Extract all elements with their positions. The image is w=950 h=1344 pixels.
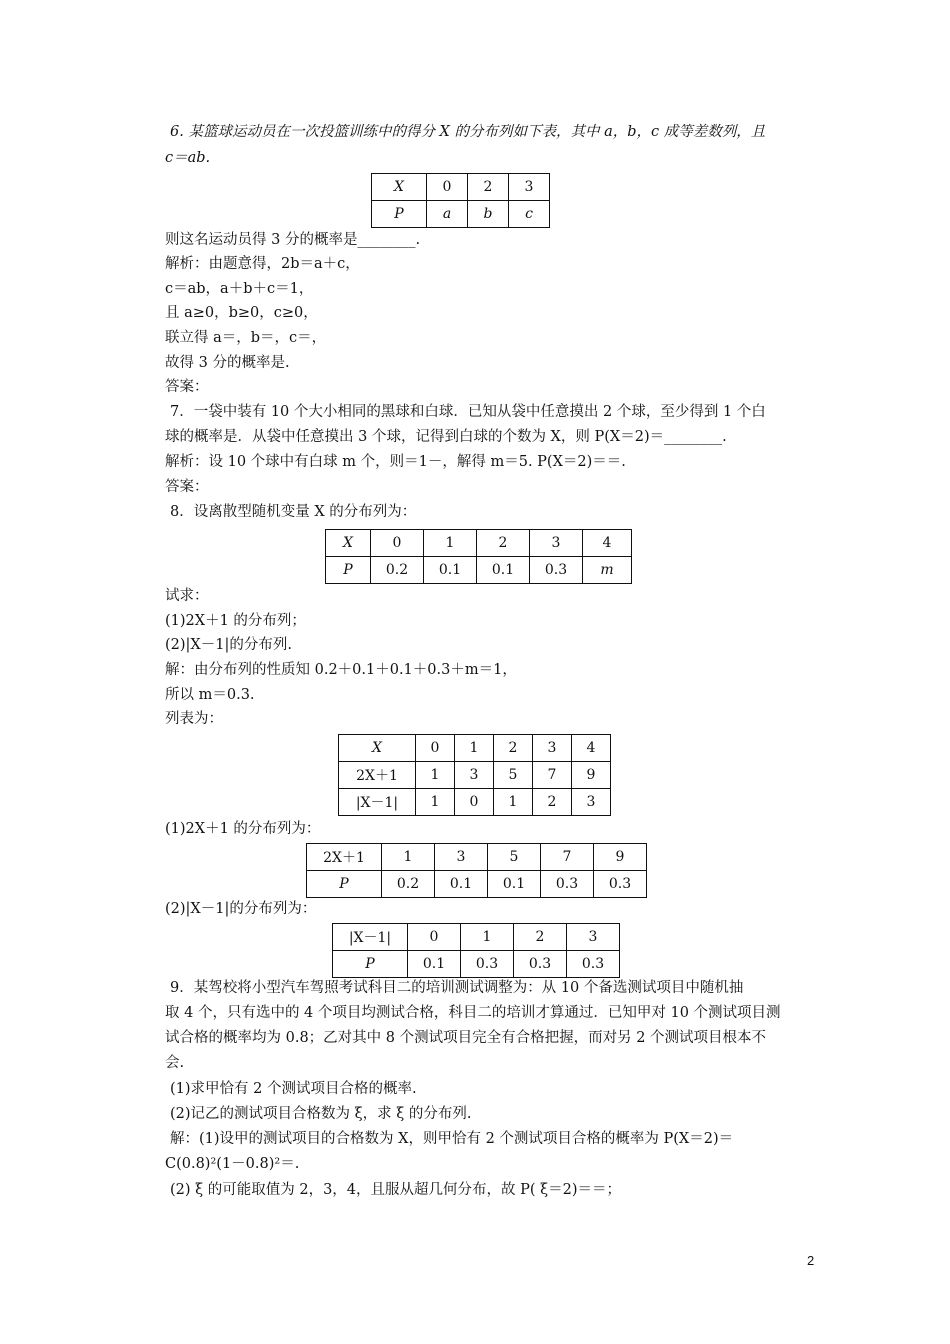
table-cell: 0 xyxy=(371,530,424,557)
table-cell: a xyxy=(427,201,468,228)
q9-solution-3: (2) ξ 的可能取值为 2，3，4，且服从超几何分布，故 P( ξ＝2)＝＝； xyxy=(170,1182,622,1198)
q6-solution-2: c＝ab，a＋b＋c＝1， xyxy=(165,281,314,297)
table-cell: |X－1| xyxy=(339,789,416,816)
q9-line-1: 9．某驾校将小型汽车驾照考试科目二的培训测试调整为：从 10 个备选测试项目中随机抽 xyxy=(170,980,744,996)
q6-solution-5: 故得 3 分的概率是. xyxy=(165,355,290,371)
page-number: 2 xyxy=(807,1253,815,1268)
table-cell: 5 xyxy=(488,844,541,871)
q8-solution-1: 解：由分布列的性质知 0.2＋0.1＋0.1＋0.3＋m＝1， xyxy=(165,662,517,678)
q8-table-distribution xyxy=(325,529,632,584)
q8-solution-2: 所以 m＝0.3. xyxy=(165,687,255,703)
q7-solution: 解析：设 10 个球中有白球 m 个，则＝1－，解得 m＝5. P(X＝2)＝＝. xyxy=(165,454,626,470)
q6-question: 则这名运动员得 3 分的概率是________. xyxy=(165,232,421,248)
table-cell: P xyxy=(326,557,371,584)
q8-line-1: 8．设离散型随机变量 X 的分布列为： xyxy=(170,504,417,520)
table-row xyxy=(326,530,632,557)
table-cell: 7 xyxy=(533,762,572,789)
table-cell: 3 xyxy=(530,530,583,557)
q7-line-2: 球的概率是．从袋中任意摸出 3 个球，记得到白球的个数为 X，则 P(X＝2)＝________. xyxy=(165,429,727,445)
table-cell: 1 xyxy=(461,924,514,951)
table-cell: 0.1 xyxy=(408,951,461,978)
q8-table-transform xyxy=(338,734,611,816)
table-cell: 0 xyxy=(455,789,494,816)
table-cell: 1 xyxy=(382,844,435,871)
q9-solution-2: C(0.8)²(1－0.8)²＝. xyxy=(165,1156,300,1172)
table-cell: 5 xyxy=(494,762,533,789)
q6-table xyxy=(371,173,550,228)
table-cell: 2 xyxy=(514,924,567,951)
table-cell: P xyxy=(372,201,427,228)
table-row xyxy=(339,789,611,816)
table-row xyxy=(339,735,611,762)
table-cell: 0 xyxy=(408,924,461,951)
table-cell: 9 xyxy=(572,762,611,789)
q9-line-3: 试合格的概率均为 0.8；乙对其中 8 个测试项目完全有合格把握，而对另 2 个测试项目根本不 xyxy=(165,1030,767,1046)
q9-ask-1: (1)求甲恰有 2 个测试项目合格的概率. xyxy=(170,1081,417,1097)
table-cell: 2X＋1 xyxy=(339,762,416,789)
table-cell: 1 xyxy=(455,735,494,762)
table-cell: 3 xyxy=(533,735,572,762)
table-cell: 0 xyxy=(427,174,468,201)
table-cell: 0.3 xyxy=(514,951,567,978)
table-row xyxy=(333,924,620,951)
q8-sub-2: (2)|X－1|的分布列为： xyxy=(165,901,317,917)
table-cell: 2 xyxy=(477,530,530,557)
q8-ask: 试求： xyxy=(165,588,209,604)
q6-solution-4: 联立得 a＝，b＝，c＝， xyxy=(165,330,327,346)
table-cell: 9 xyxy=(594,844,647,871)
table-cell: 0 xyxy=(416,735,455,762)
table-row xyxy=(326,557,632,584)
q8-sub-1: (1)2X＋1 的分布列为： xyxy=(165,821,321,837)
table-cell: 1 xyxy=(494,789,533,816)
table-cell: 0.3 xyxy=(541,871,594,898)
q7-answer: 答案： xyxy=(165,479,209,495)
q8-ask-1: (1)2X＋1 的分布列； xyxy=(165,613,306,629)
table-cell: c xyxy=(509,201,550,228)
table-cell: 2 xyxy=(533,789,572,816)
table-cell: 3 xyxy=(509,174,550,201)
table-cell: 0.3 xyxy=(530,557,583,584)
table-cell: 1 xyxy=(416,789,455,816)
table-cell: P xyxy=(307,871,382,898)
table-cell: 0.1 xyxy=(435,871,488,898)
table-cell: 0.1 xyxy=(424,557,477,584)
table-cell: 0.1 xyxy=(488,871,541,898)
q9-line-2: 取 4 个，只有选中的 4 个项目均测试合格，科目二的培训才算通过．已知甲对 10 个测试项目测 xyxy=(165,1005,781,1021)
table-row xyxy=(372,201,550,228)
table-row xyxy=(307,871,647,898)
table-cell: m xyxy=(583,557,632,584)
table-cell: P xyxy=(333,951,408,978)
q9-ask-2: (2)记乙的测试项目合格数为 ξ，求 ξ 的分布列. xyxy=(170,1106,472,1122)
q6-solution-1: 解析：由题意得，2b＝a＋c， xyxy=(165,256,360,272)
table-cell: 2 xyxy=(494,735,533,762)
table-cell: 3 xyxy=(435,844,488,871)
q6-answer: 答案： xyxy=(165,379,209,395)
table-cell: 0.2 xyxy=(371,557,424,584)
q8-solution-3: 列表为： xyxy=(165,711,223,727)
table-cell: 1 xyxy=(416,762,455,789)
table-cell: 2 xyxy=(468,174,509,201)
q6-solution-3: 且 a≥0，b≥0，c≥0， xyxy=(165,305,318,321)
table-cell: 0.3 xyxy=(594,871,647,898)
q8-table-2x-plus-1 xyxy=(306,843,647,898)
table-cell: 3 xyxy=(455,762,494,789)
table-row xyxy=(339,762,611,789)
table-cell: 3 xyxy=(567,924,620,951)
q6-line-1: 6. 某篮球运动员在一次投篮训练中的得分 X 的分布列如下表，其中 a，b，c 成等差数列，且 xyxy=(170,124,766,140)
q9-solution-1: 解：(1)设甲的测试项目的合格数为 X，则甲恰有 2 个测试项目合格的概率为 P(X＝2)＝ xyxy=(170,1131,734,1147)
table-cell: b xyxy=(468,201,509,228)
q9-line-4: 会. xyxy=(165,1055,185,1071)
table-cell: 1 xyxy=(424,530,477,557)
table-cell: 0.3 xyxy=(567,951,620,978)
table-cell: 4 xyxy=(572,735,611,762)
table-row xyxy=(307,844,647,871)
table-cell: 0.1 xyxy=(477,557,530,584)
q8-ask-2: (2)|X－1|的分布列. xyxy=(165,637,292,653)
table-row xyxy=(333,951,620,978)
table-cell: 0.3 xyxy=(461,951,514,978)
table-cell: 0.2 xyxy=(382,871,435,898)
table-row xyxy=(372,174,550,201)
q8-table-abs xyxy=(332,923,620,978)
q6-line-2: c＝ab. xyxy=(165,150,211,166)
table-cell: X xyxy=(326,530,371,557)
table-cell: 7 xyxy=(541,844,594,871)
q7-line-1: 7．一袋中装有 10 个大小相同的黑球和白球．已知从袋中任意摸出 2 个球，至少得到 1 个白 xyxy=(170,404,766,420)
table-cell: 4 xyxy=(583,530,632,557)
table-cell: 3 xyxy=(572,789,611,816)
table-cell: |X－1| xyxy=(333,924,408,951)
table-cell: X xyxy=(372,174,427,201)
table-cell: 2X＋1 xyxy=(307,844,382,871)
table-cell: X xyxy=(339,735,416,762)
